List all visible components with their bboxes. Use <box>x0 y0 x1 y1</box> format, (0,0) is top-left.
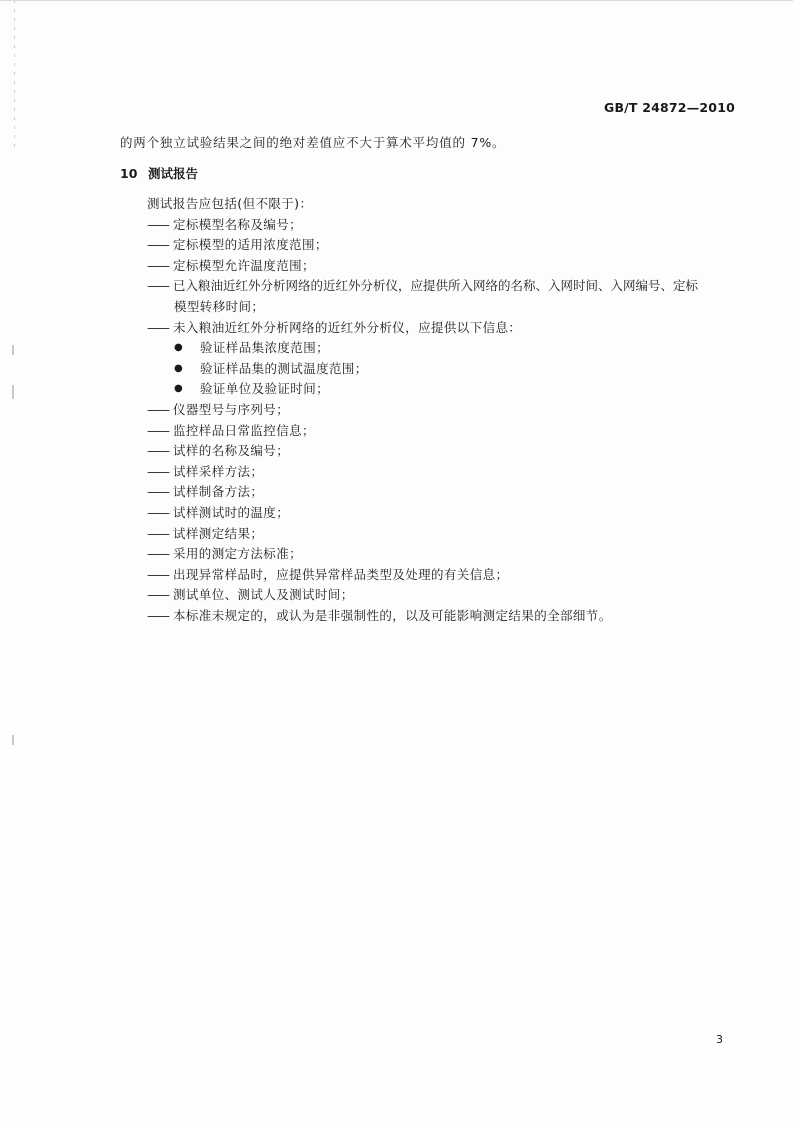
list-item-text: 未入粮油近红外分析网络的近红外分析仪，应提供以下信息： <box>173 319 522 335</box>
continued-paragraph: 的两个独立试验结果之间的绝对差值应不大于算术平均值的 7%。 <box>120 135 506 150</box>
list-item <box>147 524 747 545</box>
list-item-text: 试样测试时的温度； <box>173 504 290 520</box>
list-item <box>147 318 747 339</box>
list-item <box>147 276 747 297</box>
bullet-item <box>147 359 747 380</box>
list-item-text: 仪器型号与序列号； <box>173 401 290 417</box>
bullet-marker: ● <box>174 342 184 354</box>
bullet-item-text: 验证样品集浓度范围； <box>200 340 330 356</box>
dash-marker: —— <box>147 278 168 294</box>
list-item <box>147 441 747 462</box>
list-item-text: 试样制备方法； <box>173 484 264 500</box>
bullet-marker: ● <box>174 383 184 395</box>
dash-marker: —— <box>147 401 168 417</box>
dash-marker: —— <box>147 319 168 335</box>
section-heading <box>120 164 198 182</box>
list-item <box>147 462 747 483</box>
scan-speck <box>12 385 14 399</box>
dash-marker: —— <box>147 566 168 582</box>
list-item-text: 试样测定结果； <box>173 525 264 541</box>
dash-marker: —— <box>147 546 168 562</box>
dash-marker: —— <box>147 463 168 479</box>
bullet-marker: ● <box>174 362 184 374</box>
dash-marker: —— <box>147 216 168 232</box>
section-title: 测试报告 <box>148 166 199 181</box>
list-item <box>147 585 747 606</box>
list-item <box>147 256 747 277</box>
list-item-text: 采用的测定方法标准； <box>173 546 303 562</box>
list-item-text: 监控样品日常监控信息； <box>173 422 315 438</box>
list-item-text: 定标模型允许温度范围； <box>173 257 315 273</box>
list-item <box>147 421 747 442</box>
list-item-text: 已入粮油近红外分析网络的近红外分析仪，应提供所入网络的名称、入网时间、入网编号、定标 <box>173 278 699 294</box>
list-item <box>147 544 747 565</box>
dash-marker: —— <box>147 484 168 500</box>
list-item-text: 试样采样方法； <box>173 463 264 479</box>
list-item-continuation: 模型转移时间； <box>174 298 265 314</box>
list-item <box>147 215 747 236</box>
report-contents <box>147 194 747 626</box>
list-item-text: 出现异常样品时，应提供异常样品类型及处理的有关信息； <box>173 566 509 582</box>
list-item <box>147 606 747 627</box>
list-item-text: 测试单位、测试人及测试时间； <box>173 587 354 603</box>
dash-marker: —— <box>147 587 168 603</box>
dash-marker: —— <box>147 257 168 273</box>
list-item <box>147 482 747 503</box>
scan-speck <box>12 345 14 355</box>
list-item <box>147 400 747 421</box>
scan-speck <box>12 735 14 745</box>
bullet-item <box>147 338 747 359</box>
dash-marker: —— <box>147 504 168 520</box>
list-item <box>147 503 747 524</box>
dash-marker: —— <box>147 525 168 541</box>
list-item-text: 试样的名称及编号； <box>173 443 290 459</box>
dash-marker: —— <box>147 443 168 459</box>
page-number: 3 <box>716 1033 723 1046</box>
dash-marker: —— <box>147 237 168 253</box>
scan-edge <box>0 0 793 1</box>
list-item <box>147 235 747 256</box>
standard-code: GB/T 24872—2010 <box>603 100 735 115</box>
section-number: 10 <box>120 166 138 181</box>
bullet-item-text: 验证单位及验证时间； <box>200 381 330 397</box>
bullet-item <box>147 379 747 400</box>
dash-marker: —— <box>147 607 168 623</box>
scan-margin-marks <box>14 0 15 150</box>
dash-marker: —— <box>147 422 168 438</box>
bullet-item-text: 验证样品集的测试温度范围； <box>200 360 368 376</box>
list-item-text: 定标模型名称及编号； <box>173 216 303 232</box>
intro-line: 测试报告应包括(但不限于)： <box>147 196 313 211</box>
list-item <box>147 565 747 586</box>
list-item-text: 定标模型的适用浓度范围； <box>173 237 328 253</box>
list-item-text: 本标准未规定的，或认为是非强制性的，以及可能影响测定结果的全部细节。 <box>173 607 612 623</box>
